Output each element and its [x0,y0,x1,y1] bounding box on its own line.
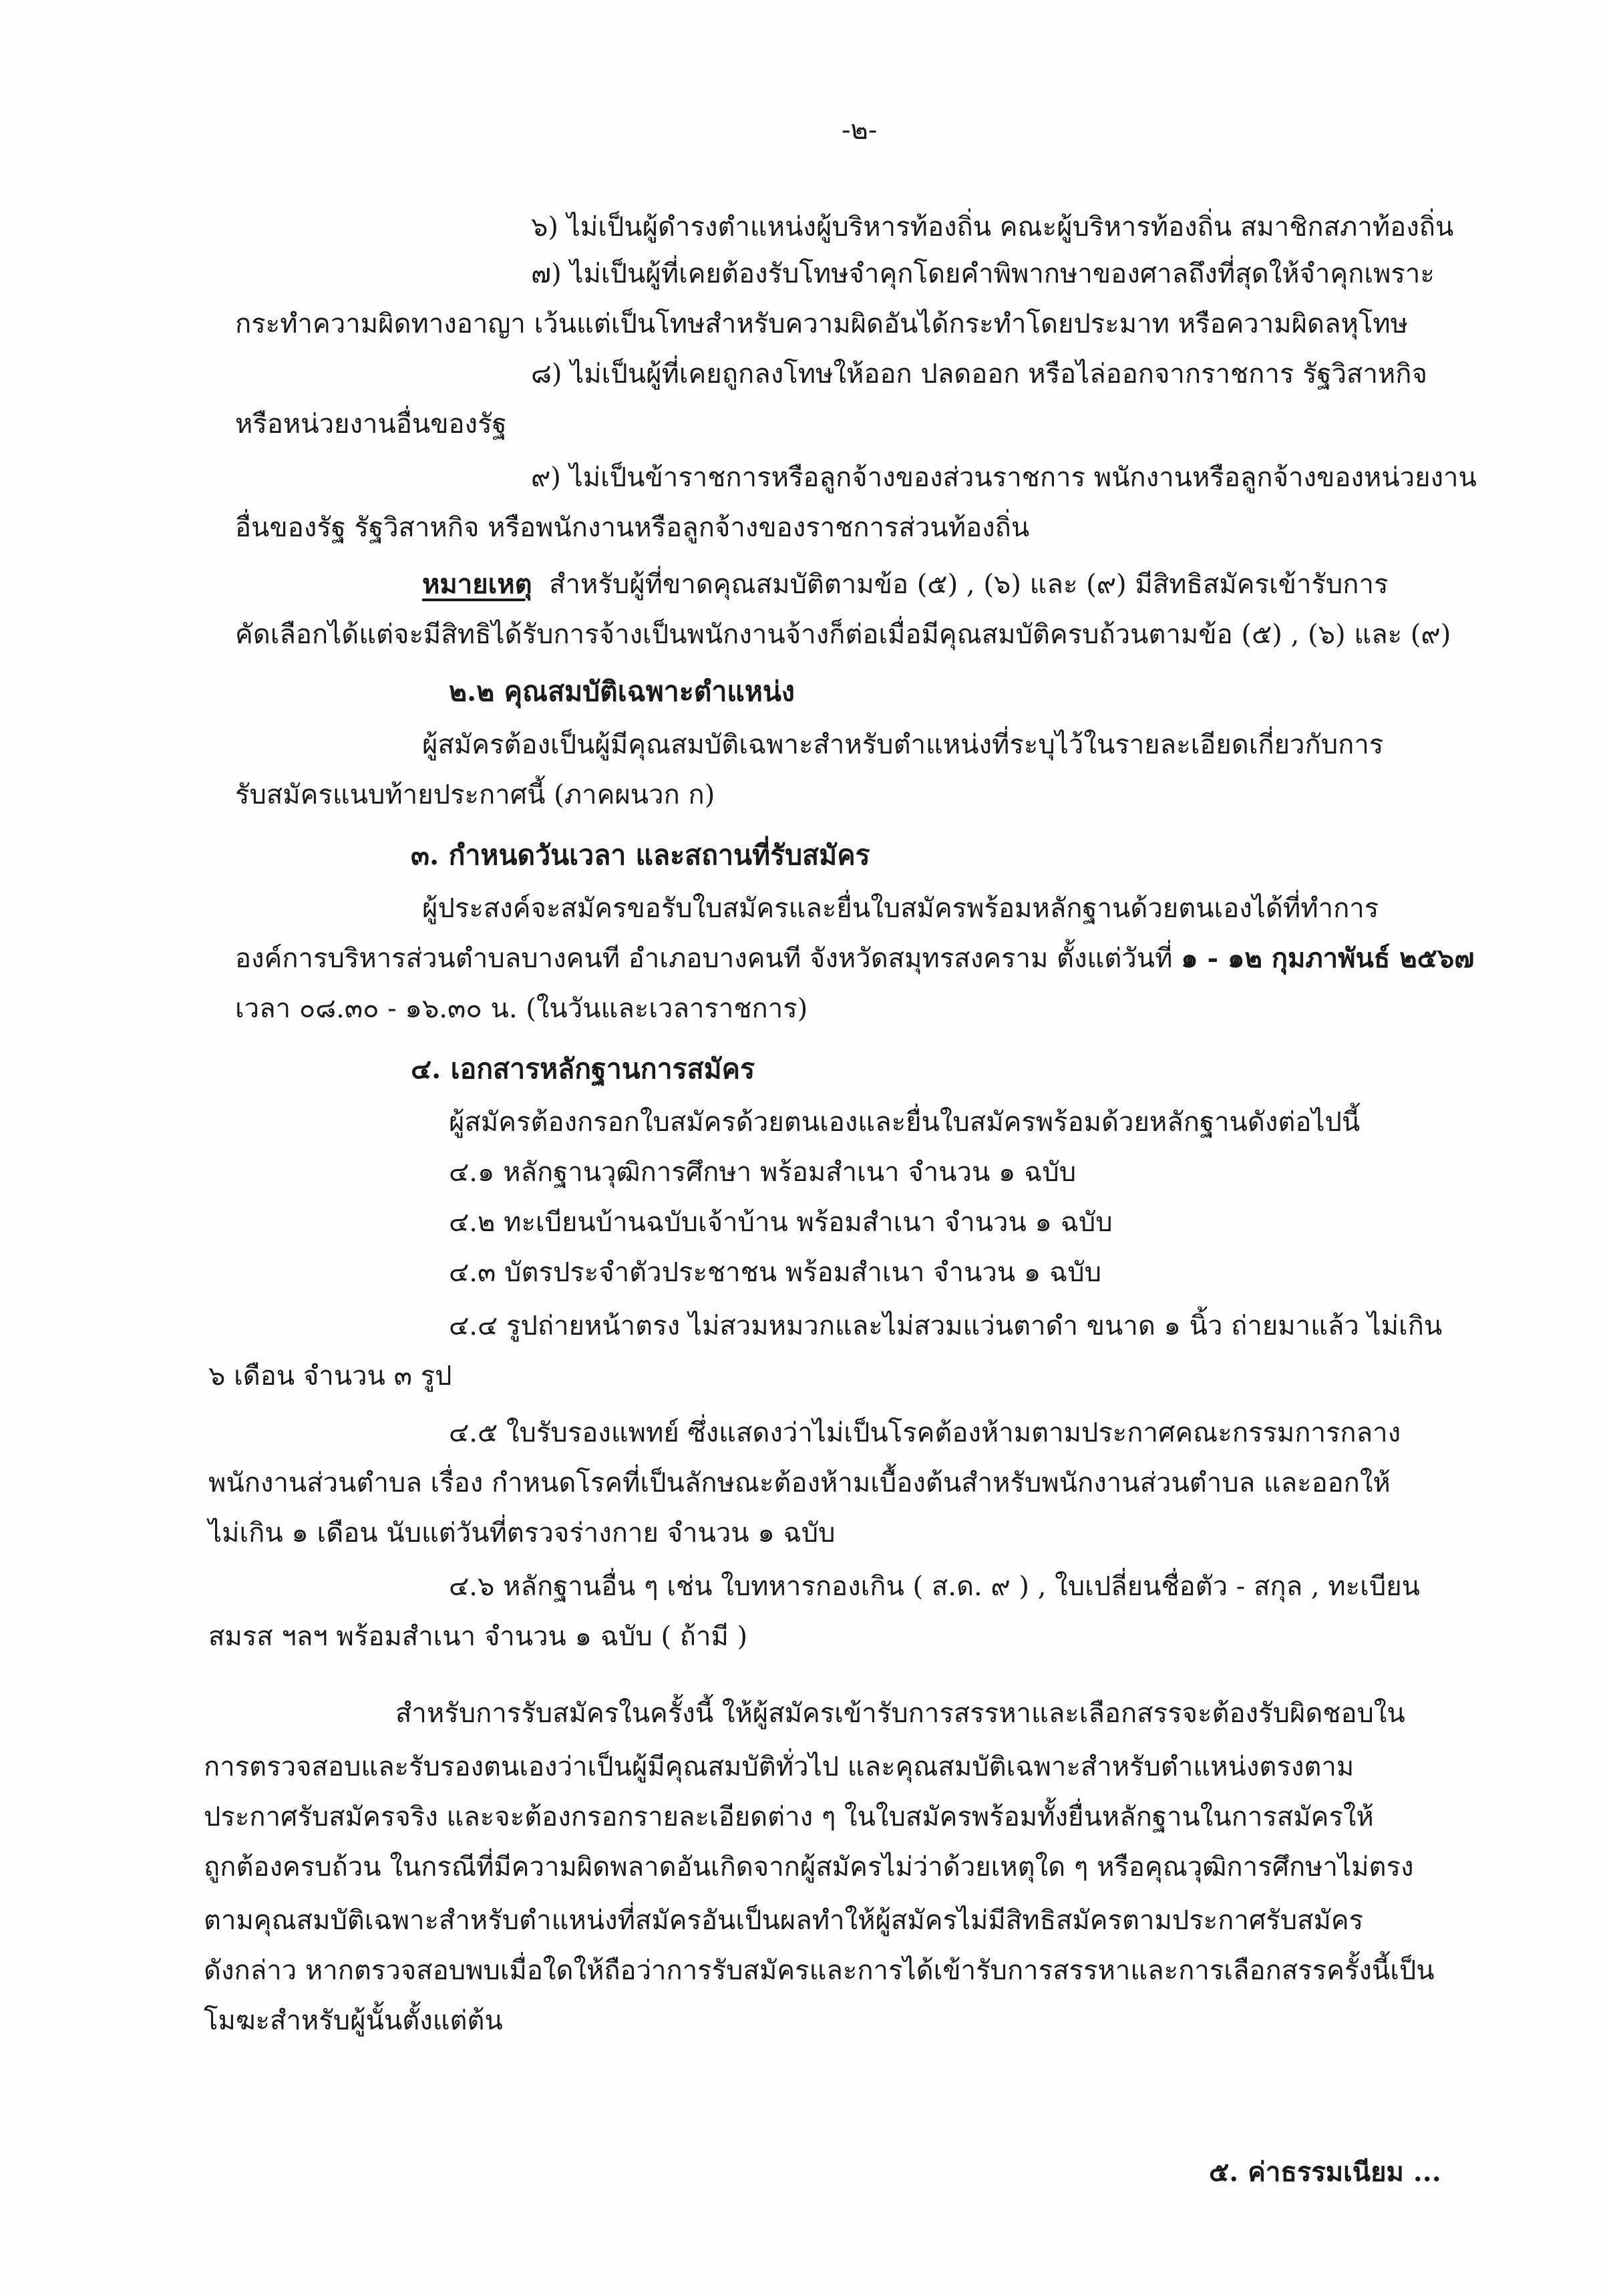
section-2-2-line1: ผู้สมัครต้องเป็นผู้มีคุณสมบัติเฉพาะสำหรับตำแหน่งที่ระบุไว้ในรายละเอียดเกี่ยวกับการ [422,729,1384,760]
list-item-7-line2: กระทำความผิดทางอาญา เว้นแต่เป็นโทษสำหรับความผิดอันได้กระทำโดยประมาท หรือความผิดลหุโทษ [235,309,1409,339]
section-3-line3: เวลา ๐๘.๓๐ - ๑๖.๓๐ น. (ในวันและเวลาราชการ) [235,993,808,1024]
list-item-8-line1: ๘) ไม่เป็นผู้ที่เคยถูกลงโทษให้ออก ปลดออก หรือไล่ออกจากราชการ รัฐวิสาหกิจ [531,359,1427,389]
section-4-intro: ผู้สมัครต้องกรอกใบสมัครด้วยตนเองและยื่นใบสมัครพร้อมด้วยหลักฐานดังต่อไปนี้ [449,1107,1361,1138]
note-line1 [422,564,1388,605]
closing-line2: การตรวจสอบและรับรองตนเองว่าเป็นผู้มีคุณสมบัติทั่วไป และคุณสมบัติเฉพาะสำหรับตำแหน่งตรงตาม [204,1752,1355,1782]
closing-line4: ถูกต้องครบถ้วน ในกรณีที่มีความผิดพลาดอันเกิดจากผู้สมัครไม่ว่าด้วยเหตุใด ๆ หรือคุณวุฒิการศึกษาไม่ตรง [204,1852,1414,1882]
doc-item-4-1: ๔.๑ หลักฐานวุฒิการศึกษา พร้อมสำเนา จำนวน ๑ ฉบับ [449,1157,1077,1188]
section-3-heading: ๓. กำหนดวันเวลา และสถานที่รับสมัคร [411,839,870,871]
closing-line5: ตามคุณสมบัติเฉพาะสำหรับตำแหน่งที่สมัครอันเป็นผลทำให้ผู้สมัครไม่มีสิทธิสมัครตามประกาศรับสมัคร [204,1905,1364,1936]
section-2-2-line2: รับสมัครแนบท้ายประกาศนี้ (ภาคผนวก ก) [235,780,715,810]
doc-item-4-6-line2: สมรส ฯลฯ พร้อมสำเนา จำนวน ๑ ฉบับ ( ถ้ามี ) [208,1621,748,1652]
closing-line6: ดังกล่าว หากตรวจสอบพบเมื่อใดให้ถือว่าการรับสมัครและการได้เข้ารับการสรรหาและการเลือกสรรครั้งนี้เป็น [204,1955,1435,1986]
list-item-8-line2: หรือหน่วยงานอื่นของรัฐ [235,409,507,440]
doc-item-4-5-line3: ไม่เกิน ๑ เดือน นับแต่วันที่ตรวจร่างกาย จำนวน ๑ ฉบับ [208,1518,836,1548]
doc-item-4-5-line2: พนักงานส่วนตำบล เรื่อง กำหนดโรคที่เป็นลักษณะต้องห้ามเบื้องต้นสำหรับพนักงานส่วนตำบล และออกให้ [208,1468,1391,1498]
doc-item-4-3: ๔.๓ บัตรประจำตัวประชาชน พร้อมสำเนา จำนวน ๑ ฉบับ [449,1257,1101,1288]
page-number: -๒- [842,115,878,146]
doc-item-4-5-line1: ๔.๕ ใบรับรองแพทย์ ซึ่งแสดงว่าไม่เป็นโรคต้องห้ามตามประกาศคณะกรรมการกลาง [449,1418,1401,1448]
section-2-2-heading: ๒.๒ คุณสมบัติเฉพาะตำแหน่ง [449,675,795,707]
doc-item-4-4-line2: ๖ เดือน จำนวน ๓ รูป [208,1361,452,1391]
section-4-heading: ๔. เอกสารหลักฐานการสมัคร [411,1053,755,1085]
note-line2: คัดเลือกได้แต่จะมีสิทธิได้รับการจ้างเป็นพนักงานจ้างก็ต่อเมื่อมีคุณสมบัติครบถ้วนตามข้อ (๕) , (๖) และ (๙) [235,619,1451,650]
list-item-6: ๖) ไม่เป็นผู้ดำรงตำแหน่งผู้บริหารท้องถิ่น คณะผู้บริหารท้องถิ่น สมาชิกสภาท้องถิ่น [531,212,1454,242]
closing-line1: สำหรับการรับสมัครในครั้งนี้ ให้ผู้สมัครเข้ารับการสรรหาและเลือกสรรจะต้องรับผิดชอบใน [395,1698,1405,1729]
section-3-line2 [235,939,1474,979]
section-3-line2-text: องค์การบริหารส่วนตำบลบางคนที อำเภอบางคนที จังหวัดสมุทรสงคราม ตั้งแต่วันที่ [235,943,1173,974]
note-label: หมายเหตุ [422,568,532,600]
doc-item-4-2: ๔.๒ ทะเบียนบ้านฉบับเจ้าบ้าน พร้อมสำเนา จำนวน ๑ ฉบับ [449,1207,1113,1238]
list-item-7-line1: ๗) ไม่เป็นผู้ที่เคยต้องรับโทษจำคุกโดยคำพิพากษาของศาลถึงที่สุดให้จำคุกเพราะ [531,259,1435,289]
doc-item-4-6-line1: ๔.๖ หลักฐานอื่น ๆ เช่น ใบทหารกองเกิน ( ส.ด. ๙ ) , ใบเปลี่ยนชื่อตัว - สกุล , ทะเบียน [449,1571,1420,1602]
section-3-line1: ผู้ประสงค์จะสมัครขอรับใบสมัครและยื่นใบสมัครพร้อมหลักฐานด้วยตนเองได้ที่ทำการ [422,893,1379,924]
closing-line3: ประกาศรับสมัครจริง และจะต้องกรอกรายละเอียดต่าง ๆ ในใบสมัครพร้อมทั้งยื่นหลักฐานในการสมัครให้ [204,1802,1374,1832]
list-item-9-line1: ๙) ไม่เป็นข้าราชการหรือลูกจ้างของส่วนราชการ พนักงานหรือลูกจ้างของหน่วยงาน [531,462,1477,493]
continuation-marker: ๕. ค่าธรรมเนียม ... [1209,2156,1441,2188]
application-dates: ๑ - ๑๒ กุมภาพันธ์ ๒๕๖๗ [1181,943,1475,974]
closing-line7: โมฆะสำหรับผู้นั้นตั้งแต่ต้น [204,2005,503,2036]
list-item-9-line2: อื่นของรัฐ รัฐวิสาหกิจ หรือพนักงานหรือลูกจ้างของราชการส่วนท้องถิ่น [235,512,1030,543]
note-text-1: สำหรับผู้ที่ขาดคุณสมบัติตามข้อ (๕) , (๖) และ (๙) มีสิทธิสมัครเข้ารับการ [549,569,1389,600]
doc-item-4-4-line1: ๔.๔ รูปถ่ายหน้าตรง ไม่สวมหมวกและไม่สวมแว่นตาดำ ขนาด ๑ นิ้ว ถ่ายมาแล้ว ไม่เกิน [449,1311,1443,1341]
